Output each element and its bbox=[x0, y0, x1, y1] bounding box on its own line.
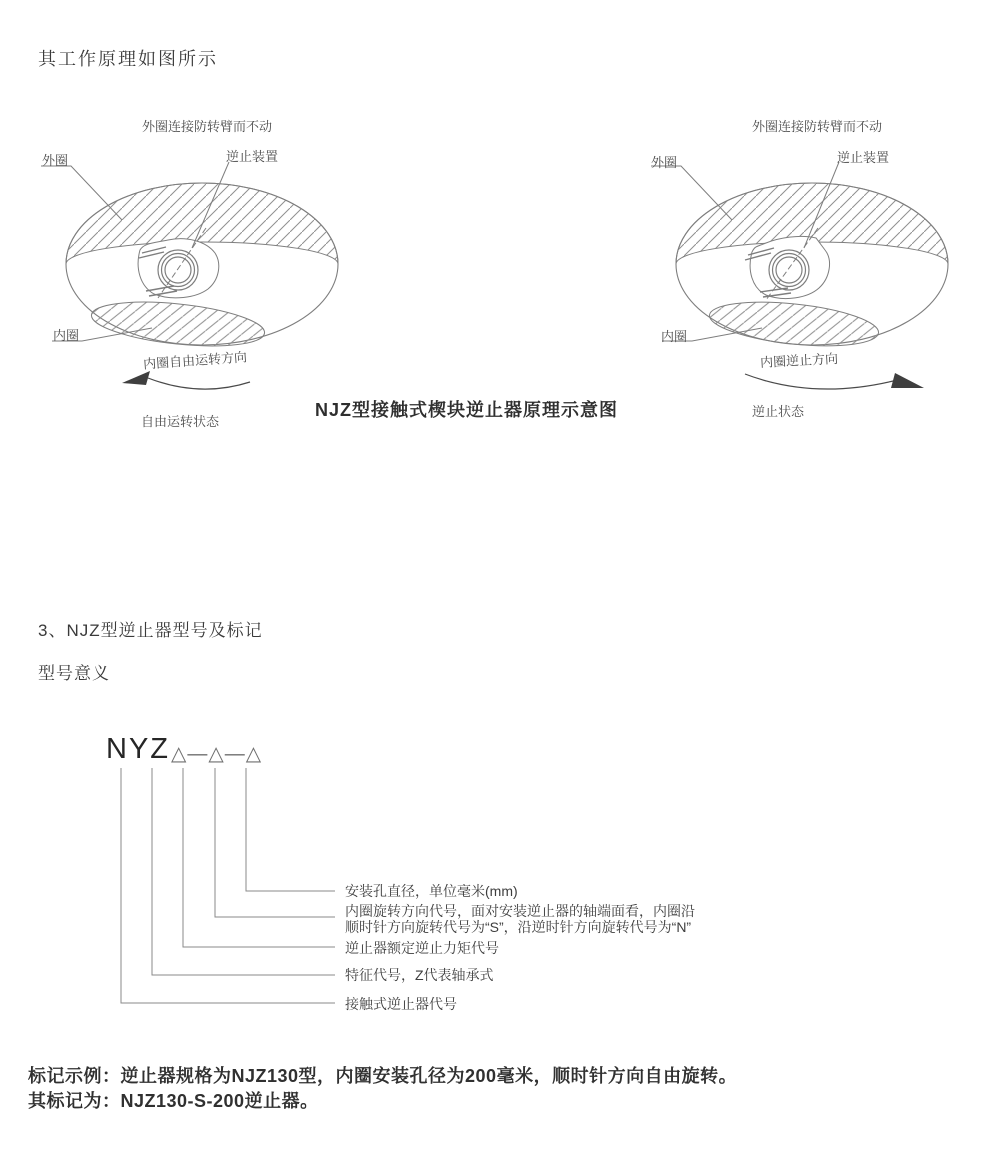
state-label: 自由运转状态 bbox=[141, 414, 220, 429]
bearing-diagram-svg bbox=[648, 100, 968, 435]
state-label: 逆止状态 bbox=[752, 404, 805, 419]
inner-ring-hatched-face bbox=[89, 295, 266, 353]
diagram-backstop bbox=[648, 100, 968, 435]
connector-feature bbox=[152, 768, 335, 975]
intro-heading: 其工作原理如图所示 bbox=[38, 49, 218, 69]
note-rotation-direction-line2: 顺时针方向旋转代号为“S”，沿逆时针方向旋转代号为“N” bbox=[345, 919, 692, 935]
connector-bore bbox=[246, 768, 335, 891]
figure-caption: NJZ型接触式楔块逆止器原理示意图 bbox=[315, 400, 619, 420]
direction-label: 内圈自由运转方向 bbox=[142, 349, 248, 372]
rotation-arrow-head bbox=[122, 371, 150, 385]
inner-ring-hatched-face bbox=[707, 295, 880, 353]
outer-ring-label: 外圈 bbox=[42, 153, 69, 168]
example-line2: 其标记为：NJZ130-S-200逆止器。 bbox=[28, 1091, 319, 1111]
inner-ring-label: 内圈 bbox=[53, 328, 80, 343]
subsection-heading: 型号意义 bbox=[38, 664, 110, 683]
diagram-free-running bbox=[38, 100, 358, 435]
connector-type bbox=[121, 768, 335, 1003]
connector-torque bbox=[183, 768, 335, 947]
device-label: 逆止装置 bbox=[226, 149, 279, 164]
bearing-diagram-svg bbox=[38, 100, 358, 435]
note-rotation-direction-line1: 内圈旋转方向代号，面对安装逆止器的轴端面看，内圈沿 bbox=[345, 903, 695, 919]
diagram-top-label: 外圈连接防转臂而不动 bbox=[142, 119, 273, 134]
designation-prefix: NYZ bbox=[106, 733, 170, 765]
note-bore-diameter: 安装孔直径，单位毫米(mm) bbox=[345, 883, 518, 899]
inner-ring-label: 内圈 bbox=[661, 329, 688, 344]
note-torque-code: 逆止器额定逆止力矩代号 bbox=[345, 940, 499, 956]
designation-placeholders: △—△—△ bbox=[171, 743, 263, 765]
rotation-arrow-head bbox=[891, 373, 924, 388]
connector-direction bbox=[215, 768, 335, 917]
direction-label: 内圈逆止方向 bbox=[759, 350, 839, 371]
note-feature-code: 特征代号，Z代表轴承式 bbox=[345, 967, 494, 983]
diagram-top-label: 外圈连接防转臂而不动 bbox=[752, 119, 883, 134]
example-line1: 标记示例：逆止器规格为NJZ130型，内圈安装孔径为200毫米，顺时针方向自由旋转。 bbox=[28, 1066, 738, 1086]
section-heading: 3、NJZ型逆止器型号及标记 bbox=[38, 621, 263, 640]
device-label: 逆止装置 bbox=[837, 150, 890, 165]
rotation-arrow-arc bbox=[745, 374, 893, 389]
rotation-arrow-arc bbox=[148, 378, 250, 389]
designation-connector-lines bbox=[105, 760, 355, 1020]
note-type-code: 接触式逆止器代号 bbox=[345, 996, 457, 1012]
note-rotation-direction bbox=[345, 903, 695, 935]
outer-ring-label: 外圈 bbox=[651, 155, 678, 170]
